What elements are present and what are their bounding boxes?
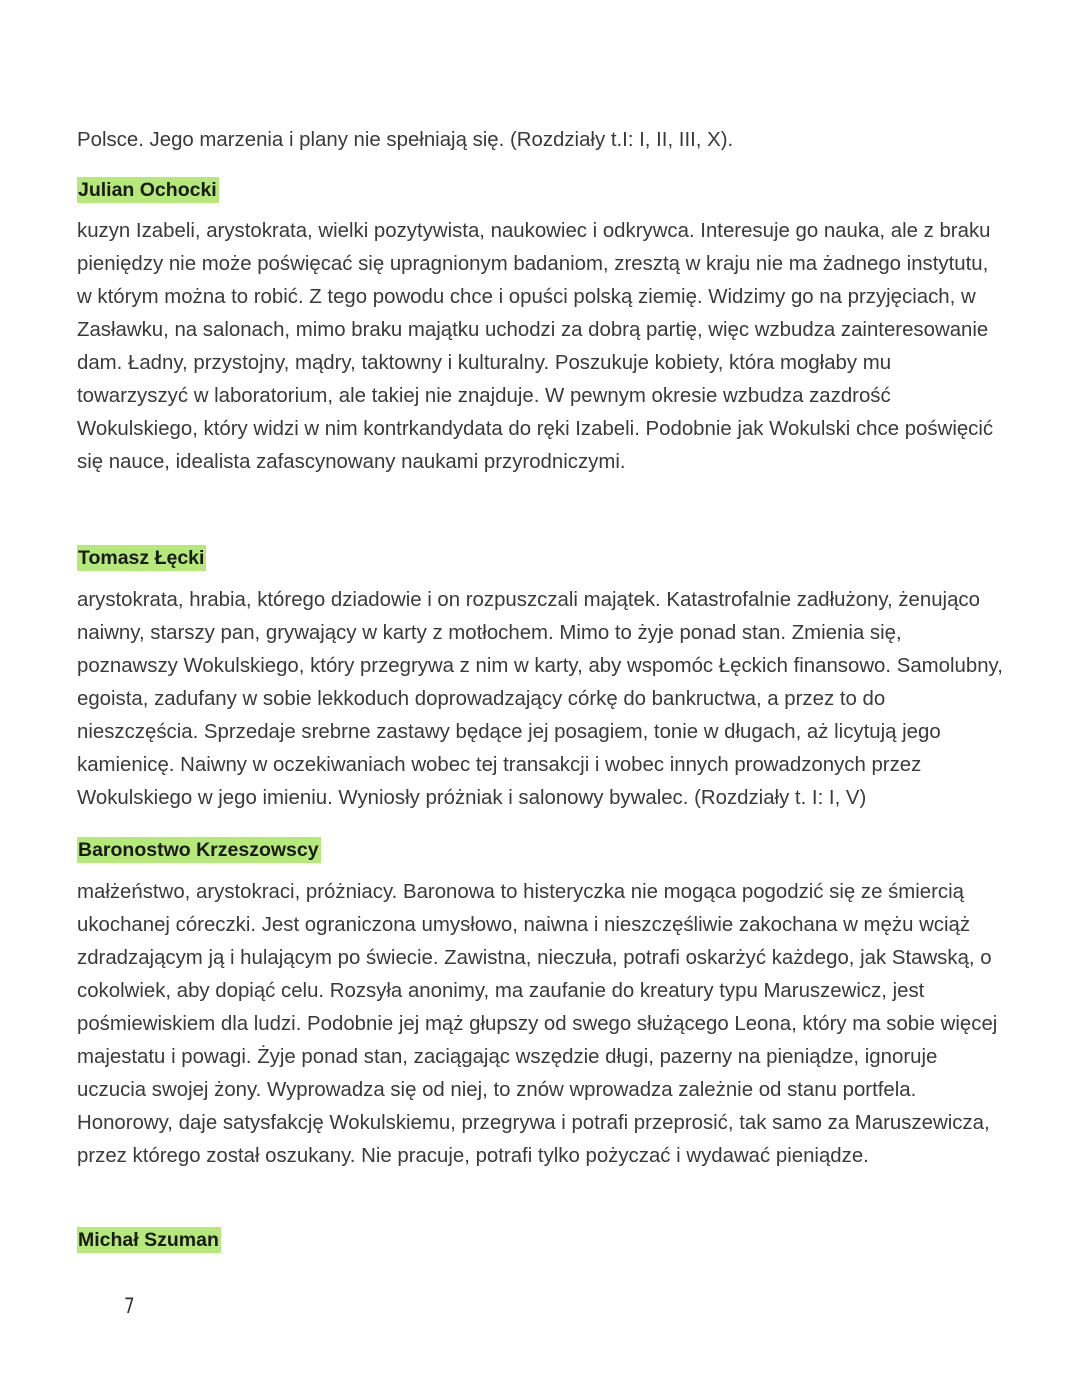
intro-paragraph: Polsce. Jego marzenia i plany nie spełniają się. (Rozdziały t.I: I, II, III, X). — [77, 129, 734, 151]
paragraph-julian-ochocki: kuzyn Izabeli, arystokrata, wielki pozytywista, naukowiec i odkrywca. Interesuje go nauka, ale z braku pieniędzy nie może poświęcać się upragnionym badaniom, zresztą w kraju nie ma żadnego instytutu, w którym można to robić. Z tego powodu chce i opuści polską ziemię. Widzimy go na przyjęciach, w Zasławku, na salonach, mimo braku majątku uchodzi za dobrą partię, więc wzbudza zainteresowanie dam. Ładny, przystojny, mądry, taktowny i kulturalny. Poszukuje kobiety, która mogłaby mu towarzyszyć w laboratorium, ale takiej nie znajduje. W pewnym okresie wzbudza zazdrość Wokulskiego, który widzi w nim kontrkandydata do ręki Izabeli. Podobnie jak Wokulski chce poświęcić się nauce, idealista zafascynowany naukami przyrodniczymi. — [77, 220, 994, 473]
heading-baronostwo-krzeszowscy: Baronostwo Krzeszowscy — [78, 839, 319, 861]
heading-tomasz-lecki: Tomasz Łęcki — [78, 547, 205, 569]
page-number: 7 — [124, 1294, 135, 1318]
paragraph-tomasz-lecki: arystokrata, hrabia, którego dziadowie i on rozpuszczali majątek. Katastrofalnie zadłużony, żenująco naiwny, starszy pan, grywający w karty z motłochem. Mimo to żyje ponad stan. Zmienia się, poznawszy Wokulskiego, który przegrywa z nim w karty, aby wspomóc Łęckich finansowo. Samolubny, egoista, zadufany w sobie lekkoduch doprowadzający córkę do bankructwa, a przez to do nieszczęścia. Sprzedaje srebrne zastawy będące jej posagiem, tonie w długach, aż licytują jego kamienicę. Naiwny w oczekiwaniach wobec tej transakcji i wobec innych prowadzonych przez Wokulskiego w jego imieniu. Wyniosły próżniak i salonowy bywalec. (Rozdziały t. I: I, V) — [77, 589, 1003, 809]
heading-julian-ochocki: Julian Ochocki — [78, 179, 217, 201]
heading-michal-szuman: Michał Szuman — [78, 1229, 219, 1251]
paragraph-baronostwo-krzeszowscy: małżeństwo, arystokraci, próżniacy. Baronowa to histeryczka nie mogąca pogodzić się ze śmiercią ukochanej córeczki. Jest ograniczona umysłowo, naiwna i nieszczęśliwie zakochana w mężu wciąż zdradzającym ją i hulającym po świecie. Zawistna, nieczuła, potrafi oskarżyć każdego, jak Stawską, o cokolwiek, aby dopiąć celu. Rozsyła anonimy, ma zaufanie do kreatury typu Maruszewicz, jest pośmiewiskiem dla ludzi. Podobnie jej mąż głupszy od swego służącego Leona, który ma sobie więcej majestatu i powagi. Żyje ponad stan, zaciągając wszędzie długi, pazerny na pieniądze, ignoruje uczucia swojej żony. Wyprowadza się od niej, to znów wprowadza zależnie od stanu portfela. Honorowy, daje satysfakcję Wokulskiemu, przegrywa i potrafi przeprosić, tak samo za Maruszewicza, przez którego został oszukany. Nie pracuje, potrafi tylko pożyczać i wydawać pieniądze. — [77, 881, 998, 1167]
